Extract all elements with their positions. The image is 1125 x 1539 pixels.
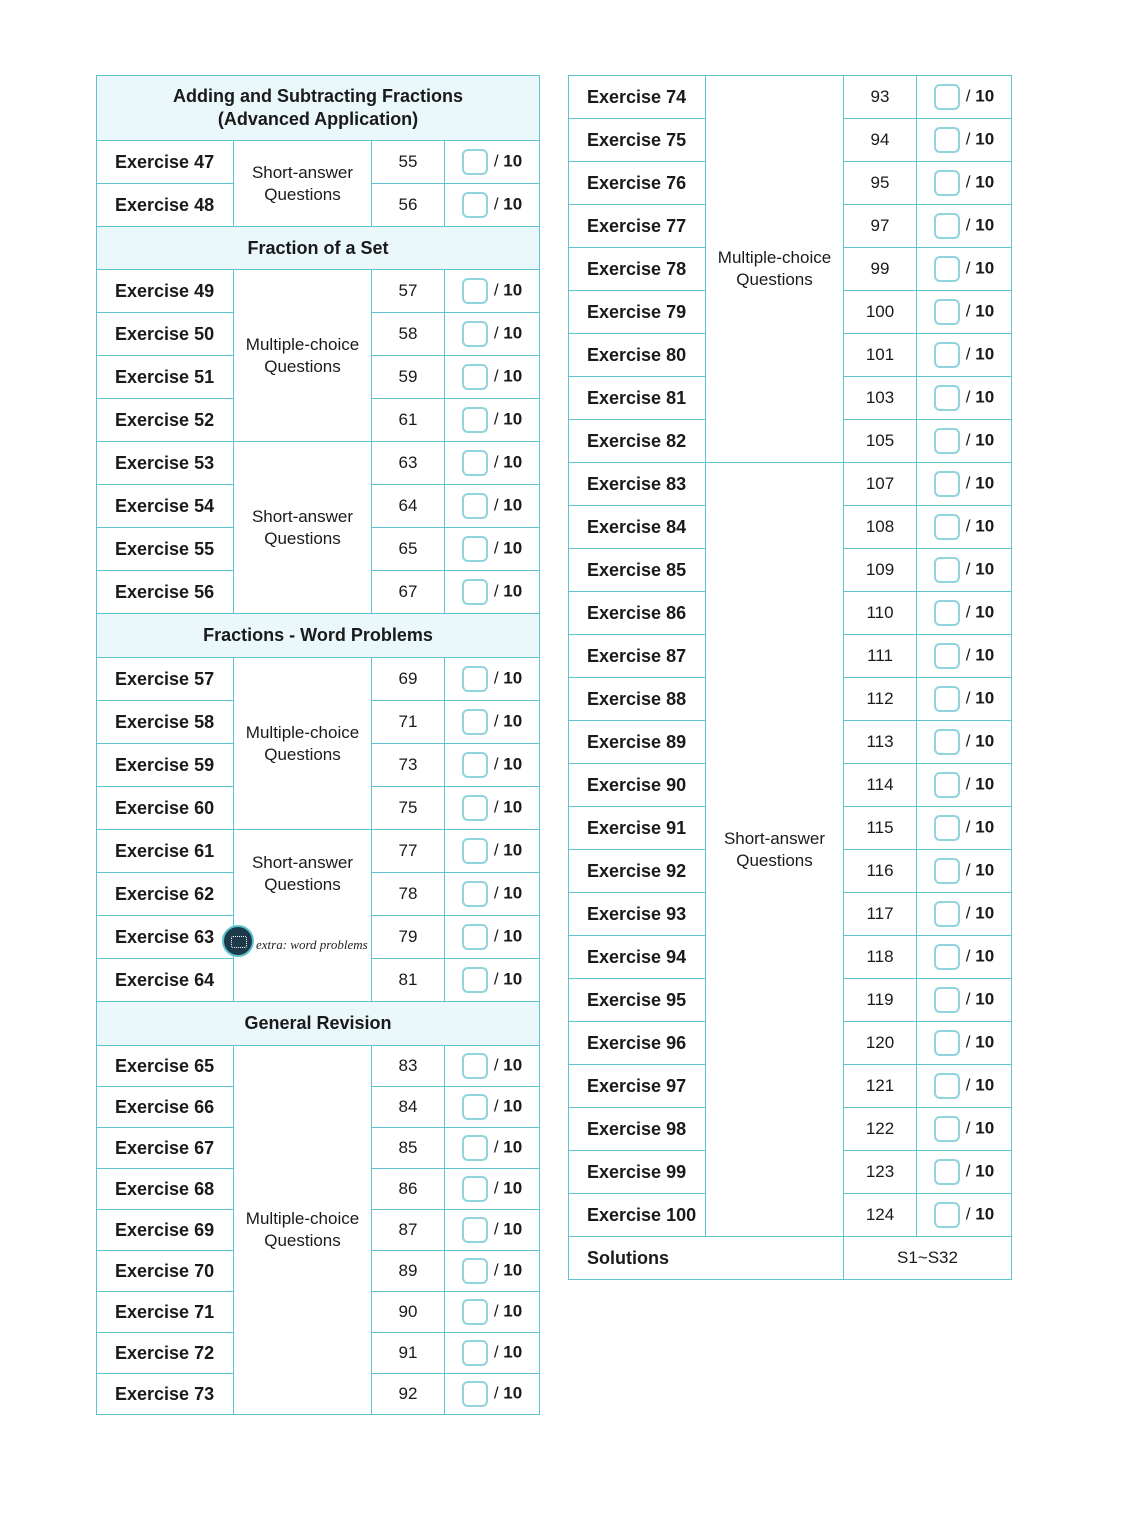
score-cell: / 10 [445,787,540,830]
score-input-box[interactable] [934,944,960,970]
page-number: 85 [372,1128,445,1169]
exercise-label[interactable]: Exercise 50 [97,313,234,356]
question-type: Short-answer Questions [234,141,372,227]
question-type: Short-answer Questions [234,830,372,1002]
page-number: 91 [372,1333,445,1374]
page-number: 99 [844,248,917,291]
exercise-label[interactable]: Exercise 98 [569,1108,706,1151]
page-number: 75 [372,787,445,830]
page-number: 123 [844,1151,917,1194]
score-input-box[interactable] [462,1053,488,1079]
score-cell: / 10 [917,463,1012,506]
score-cell: / 10 [445,959,540,1002]
exercise-label[interactable]: Exercise 100 [569,1194,706,1237]
exercise-label[interactable]: Exercise 94 [569,936,706,979]
score-input-box[interactable] [462,709,488,735]
score-input-box[interactable] [462,1299,488,1325]
page-number: 69 [372,658,445,701]
score-cell: / 10 [917,850,1012,893]
score-input-box[interactable] [462,666,488,692]
score-input-box[interactable] [934,1073,960,1099]
exercise-label[interactable]: Exercise 69 [97,1210,234,1251]
score-input-box[interactable] [934,772,960,798]
exercise-label[interactable]: Exercise 97 [569,1065,706,1108]
page-number: 101 [844,334,917,377]
score-input-box[interactable] [934,815,960,841]
score-input-box[interactable] [462,493,488,519]
section-title: Adding and Subtracting Fractions [173,86,464,106]
score-input-box[interactable] [934,729,960,755]
score-input-box[interactable] [462,1340,488,1366]
exercise-label[interactable]: Exercise 70 [97,1251,234,1292]
exercise-label[interactable]: Exercise 53 [97,442,234,485]
page-number: 65 [372,528,445,571]
question-type: Short-answer Questions [706,463,844,1237]
question-type: Multiple-choice Questions [706,76,844,463]
page-number: 108 [844,506,917,549]
page-number: 121 [844,1065,917,1108]
score-input-box[interactable] [934,1116,960,1142]
exercise-label[interactable]: Exercise 81 [569,377,706,420]
score-input-box[interactable] [934,557,960,583]
score-cell: / 10 [917,1151,1012,1194]
score-cell: / 10 [917,248,1012,291]
page-number: 61 [372,399,445,442]
score-cell: / 10 [445,184,540,227]
page-number: 115 [844,807,917,850]
score-cell: / 10 [917,764,1012,807]
score-input-box[interactable] [934,127,960,153]
score-input-box[interactable] [462,278,488,304]
page-number: 112 [844,678,917,721]
score-cell: / 10 [445,701,540,744]
score-cell: / 10 [917,420,1012,463]
exercise-label[interactable]: Exercise 55 [97,528,234,571]
exercise-label[interactable]: Exercise 85 [569,549,706,592]
score-cell: / 10 [917,76,1012,119]
solutions-pages: S1~S32 [844,1237,1012,1280]
score-input-box[interactable] [462,1258,488,1284]
keyboard-badge-icon [222,925,254,957]
score-cell: / 10 [917,1108,1012,1151]
score-input-box[interactable] [934,686,960,712]
score-cell: / 10 [445,399,540,442]
score-cell: / 10 [917,1194,1012,1237]
score-input-box[interactable] [462,838,488,864]
page-number: 71 [372,701,445,744]
score-input-box[interactable] [462,1217,488,1243]
exercise-label[interactable]: Exercise 82 [569,420,706,463]
score-cell: / 10 [917,893,1012,936]
score-input-box[interactable] [934,84,960,110]
score-cell: / 10 [917,162,1012,205]
exercise-label[interactable]: Exercise 74 [569,76,706,119]
score-input-box[interactable] [462,1176,488,1202]
page-number: 90 [372,1292,445,1333]
exercise-label[interactable]: Exercise 92 [569,850,706,893]
score-cell: / 10 [917,721,1012,764]
score-cell: / 10 [445,356,540,399]
score-cell: / 10 [445,1210,540,1251]
exercise-label[interactable]: Exercise 89 [569,721,706,764]
page-number: 124 [844,1194,917,1237]
exercise-label[interactable]: Exercise 62 [97,873,234,916]
score-cell: / 10 [445,528,540,571]
score-cell: / 10 [445,1087,540,1128]
score-cell: / 10 [445,485,540,528]
page-number: 63 [372,442,445,485]
page-number: 118 [844,936,917,979]
score-input-box[interactable] [934,213,960,239]
exercise-label[interactable]: Exercise 71 [97,1292,234,1333]
question-type: Multiple-choice Questions [234,1046,372,1415]
exercise-label[interactable]: Exercise 99 [569,1151,706,1194]
page-number: 122 [844,1108,917,1151]
score-input-box[interactable] [462,450,488,476]
exercise-label[interactable]: Exercise 51 [97,356,234,399]
page-number: 81 [372,959,445,1002]
exercise-label[interactable]: Exercise 67 [97,1128,234,1169]
page-number: 97 [844,205,917,248]
page-number: 117 [844,893,917,936]
page-number: 109 [844,549,917,592]
score-input-box[interactable] [934,342,960,368]
page-number: 107 [844,463,917,506]
page-number: 110 [844,592,917,635]
page-number: 95 [844,162,917,205]
exercise-label[interactable]: Exercise 60 [97,787,234,830]
exercise-label[interactable]: Exercise 73 [97,1374,234,1415]
exercise-label[interactable]: Exercise 93 [569,893,706,936]
exercise-label[interactable]: Exercise 63 [97,916,234,959]
exercise-label[interactable]: Exercise 84 [569,506,706,549]
right-contents-table [568,75,1012,1280]
score-input-box[interactable] [462,536,488,562]
section-subtitle: (Advanced Application) [217,109,419,129]
score-input-box[interactable] [934,385,960,411]
score-input-box[interactable] [462,881,488,907]
page-number: 103 [844,377,917,420]
exercise-label[interactable]: Exercise 61 [97,830,234,873]
exercise-label[interactable]: Exercise 78 [569,248,706,291]
page-number: 89 [372,1251,445,1292]
page-number: 84 [372,1087,445,1128]
page-number: 77 [372,830,445,873]
score-cell: / 10 [445,1292,540,1333]
score-cell: / 10 [445,571,540,614]
page-number: 78 [372,873,445,916]
exercise-label[interactable]: Exercise 72 [97,1333,234,1374]
page-number: 100 [844,291,917,334]
exercise-label[interactable]: Exercise 56 [97,571,234,614]
score-input-box[interactable] [934,170,960,196]
page-number: 67 [372,571,445,614]
score-cell: / 10 [445,270,540,313]
score-input-box[interactable] [462,321,488,347]
score-cell: / 10 [445,1169,540,1210]
score-input-box[interactable] [934,987,960,1013]
score-cell: / 10 [917,119,1012,162]
exercise-label[interactable]: Exercise 95 [569,979,706,1022]
score-cell: / 10 [917,979,1012,1022]
score-cell: / 10 [445,658,540,701]
score-input-box[interactable] [462,1094,488,1120]
page-number: 114 [844,764,917,807]
score-cell: / 10 [445,1128,540,1169]
exercise-label[interactable]: Exercise 96 [569,1022,706,1065]
score-input-box[interactable] [462,192,488,218]
score-input-box[interactable] [462,1381,488,1407]
section-header: General Revision [97,1002,540,1046]
page-number: 57 [372,270,445,313]
score-cell: / 10 [917,807,1012,850]
exercise-label[interactable]: Exercise 79 [569,291,706,334]
score-input-box[interactable] [934,1159,960,1185]
exercise-label[interactable]: Exercise 65 [97,1046,234,1087]
score-cell: / 10 [445,916,540,959]
page-number: 87 [372,1210,445,1251]
question-type: Multiple-choice Questions [234,270,372,442]
page-number: 86 [372,1169,445,1210]
score-cell: / 10 [445,1046,540,1087]
score-cell: / 10 [445,141,540,184]
page-number: 64 [372,485,445,528]
score-input-box[interactable] [934,901,960,927]
section-header: Fraction of a Set [97,227,540,270]
page-number: 120 [844,1022,917,1065]
exercise-label[interactable]: Exercise 83 [569,463,706,506]
exercise-label[interactable]: Exercise 88 [569,678,706,721]
page-number: 111 [844,635,917,678]
page-number: 113 [844,721,917,764]
exercise-label[interactable]: Exercise 66 [97,1087,234,1128]
page-number: 79 [372,916,445,959]
exercise-label[interactable]: Exercise 76 [569,162,706,205]
solutions-label[interactable]: Solutions [569,1237,844,1280]
score-input-box[interactable] [934,514,960,540]
score-cell: / 10 [917,936,1012,979]
score-input-box[interactable] [934,600,960,626]
score-cell: / 10 [917,592,1012,635]
score-input-box[interactable] [462,1135,488,1161]
score-cell: / 10 [917,1065,1012,1108]
score-input-box[interactable] [934,643,960,669]
score-cell: / 10 [917,1022,1012,1065]
score-input-box[interactable] [462,795,488,821]
score-cell: / 10 [917,377,1012,420]
score-input-box[interactable] [462,924,488,950]
exercise-label[interactable]: Exercise 47 [97,141,234,184]
page-number: 92 [372,1374,445,1415]
score-input-box[interactable] [462,364,488,390]
score-input-box[interactable] [934,471,960,497]
score-input-box[interactable] [934,1202,960,1228]
score-cell: / 10 [445,442,540,485]
exercise-label[interactable]: Exercise 58 [97,701,234,744]
exercise-label[interactable]: Exercise 91 [569,807,706,850]
score-input-box[interactable] [462,579,488,605]
score-cell: / 10 [445,1251,540,1292]
score-input-box[interactable] [934,858,960,884]
score-cell: / 10 [917,678,1012,721]
section-header: Fractions - Word Problems [97,614,540,658]
score-cell: / 10 [917,291,1012,334]
exercise-label[interactable]: Exercise 64 [97,959,234,1002]
left-contents-table [96,75,540,1415]
question-type: Short-answer Questions [234,442,372,614]
exercise-label[interactable]: Exercise 49 [97,270,234,313]
page-number: 119 [844,979,917,1022]
extra-word-problems-label: extra: word problems [256,937,368,952]
score-input-box[interactable] [462,752,488,778]
page-number: 58 [372,313,445,356]
score-cell: / 10 [917,506,1012,549]
page-number: 83 [372,1046,445,1087]
exercise-label[interactable]: Exercise 77 [569,205,706,248]
question-type: Multiple-choice Questions [234,658,372,830]
exercise-label[interactable]: Exercise 57 [97,658,234,701]
exercise-label[interactable]: Exercise 75 [569,119,706,162]
exercise-label[interactable]: Exercise 59 [97,744,234,787]
score-input-box[interactable] [462,967,488,993]
score-cell: / 10 [917,549,1012,592]
exercise-label[interactable]: Exercise 90 [569,764,706,807]
score-cell: / 10 [917,205,1012,248]
score-cell: / 10 [445,1374,540,1415]
exercise-label[interactable]: Exercise 52 [97,399,234,442]
page-number: 56 [372,184,445,227]
exercise-label[interactable]: Exercise 86 [569,592,706,635]
score-input-box[interactable] [462,149,488,175]
page-number: 59 [372,356,445,399]
score-cell: / 10 [445,830,540,873]
exercise-label[interactable]: Exercise 80 [569,334,706,377]
page-number: 94 [844,119,917,162]
score-input-box[interactable] [462,407,488,433]
exercise-label[interactable]: Exercise 87 [569,635,706,678]
score-input-box[interactable] [934,428,960,454]
score-cell: / 10 [445,313,540,356]
page-number: 105 [844,420,917,463]
exercise-label[interactable]: Exercise 68 [97,1169,234,1210]
section-header [97,76,540,141]
score-input-box[interactable] [934,299,960,325]
score-cell: / 10 [917,334,1012,377]
page-number: 93 [844,76,917,119]
score-input-box[interactable] [934,1030,960,1056]
page-number: 116 [844,850,917,893]
page-number: 55 [372,141,445,184]
score-cell: / 10 [445,744,540,787]
score-input-box[interactable] [934,256,960,282]
exercise-label[interactable]: Exercise 48 [97,184,234,227]
score-cell: / 10 [445,1333,540,1374]
score-cell: / 10 [445,873,540,916]
page-number: 73 [372,744,445,787]
exercise-label[interactable]: Exercise 54 [97,485,234,528]
score-cell: / 10 [917,635,1012,678]
